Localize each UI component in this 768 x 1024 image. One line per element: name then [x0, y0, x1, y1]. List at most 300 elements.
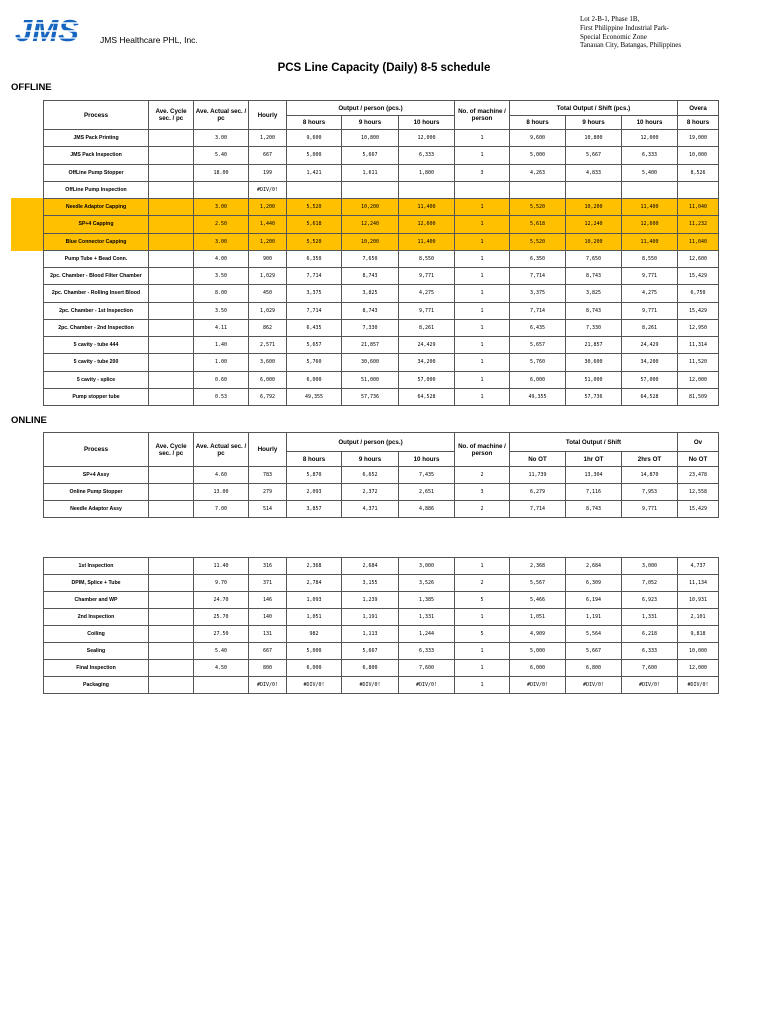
cell-total-10h: 7,600 — [622, 660, 678, 677]
table-row — [44, 388, 719, 405]
cell-machines: 1 — [455, 609, 510, 626]
cell-output-9h: 10,800 — [342, 130, 399, 147]
cell-output-10h: 3,000 — [399, 558, 455, 575]
cell-total-8h: 7,714 — [510, 268, 566, 285]
cell-total-9h: 13,304 — [566, 467, 622, 484]
cell-output-10h: 8,261 — [399, 319, 455, 336]
cell-overall: 10,000 — [678, 643, 719, 660]
cell-machines: 1 — [455, 268, 510, 285]
cell-total-9h: 2,684 — [566, 558, 622, 575]
cell-machines: 1 — [455, 199, 510, 216]
cell-output-8h: 6,000 — [287, 371, 342, 388]
cell-machines: 2 — [455, 501, 510, 518]
col-header-10h: 10 hours — [399, 452, 455, 467]
cell-output-9h: 7,650 — [342, 250, 399, 267]
cell-machines — [455, 181, 510, 198]
cell-machines: 1 — [455, 354, 510, 371]
cell-cycle — [149, 626, 194, 643]
cell-total-10h: 57,000 — [622, 371, 678, 388]
cell-process: Coiling — [44, 626, 149, 643]
cell-cycle — [149, 337, 194, 354]
cell-machines: 3 — [455, 484, 510, 501]
col-header-9h: 9 hours — [342, 452, 399, 467]
cell-process: 2pc. Chamber - 1st Inspection — [44, 302, 149, 319]
cell-total-8h: 9,600 — [510, 130, 566, 147]
col-header-overall: Ov — [678, 433, 719, 452]
col-header-process: Process — [44, 101, 149, 130]
cell-process: Final Inspection — [44, 660, 149, 677]
cell-output-8h: 49,355 — [287, 388, 342, 405]
table-row — [44, 130, 719, 147]
company-address — [580, 15, 681, 50]
col-header-overall: Overa — [678, 101, 719, 116]
cell-cycle — [149, 575, 194, 592]
col-header-output: Output / person (pcs.) — [287, 101, 455, 116]
table-row — [44, 643, 719, 660]
cell-machines: 1 — [455, 643, 510, 660]
cell-total-8h: 2,368 — [510, 558, 566, 575]
cell-overall: 10,931 — [678, 592, 719, 609]
cell-output-10h: 7,435 — [399, 467, 455, 484]
cell-output-10h: 11,400 — [399, 233, 455, 250]
cell-total-8h: 5,520 — [510, 233, 566, 250]
cell-total-10h: 6,333 — [622, 147, 678, 164]
cell-output-9h: 2,684 — [342, 558, 399, 575]
cell-cycle — [149, 319, 194, 336]
cell-hourly: #DIV/0! — [249, 677, 287, 694]
cell-total-9h: 7,116 — [566, 484, 622, 501]
cell-output-8h: 5,618 — [287, 216, 342, 233]
table-row — [44, 233, 719, 250]
cell-hourly: 667 — [249, 643, 287, 660]
cell-output-9h: 6,800 — [342, 660, 399, 677]
cell-machines: 1 — [455, 250, 510, 267]
cell-total-10h: 8,550 — [622, 250, 678, 267]
cell-cycle — [149, 130, 194, 147]
cell-process: Blue Connector Capping — [44, 233, 149, 250]
cell-process: 5 cavity - tube 200 — [44, 354, 149, 371]
col-header-9h: 9 hours — [342, 116, 399, 130]
cell-total-10h: 34,200 — [622, 354, 678, 371]
col-header-actual: Ave. Actual sec. / pc — [194, 101, 249, 130]
cell-output-9h: #DIV/0! — [342, 677, 399, 694]
cell-total-8h: 3,375 — [510, 285, 566, 302]
table-row — [44, 660, 719, 677]
cell-output-9h: 30,600 — [342, 354, 399, 371]
cell-actual: 2.50 — [194, 216, 249, 233]
cell-total-8h: 49,355 — [510, 388, 566, 405]
cell-output-10h: 9,771 — [399, 302, 455, 319]
cell-hourly: 1,029 — [249, 302, 287, 319]
online-section-label: ONLINE — [11, 415, 47, 426]
table-row — [44, 216, 719, 233]
cell-machines: 1 — [455, 371, 510, 388]
cell-output-8h: 5,520 — [287, 233, 342, 250]
cell-total-9h: 10,200 — [566, 199, 622, 216]
cell-hourly: 800 — [249, 660, 287, 677]
cell-total-10h: #DIV/0! — [622, 677, 678, 694]
cell-output-9h: 2,372 — [342, 484, 399, 501]
cell-total-10h: 12,000 — [622, 130, 678, 147]
col-header-process: Process — [44, 433, 149, 467]
cell-actual: 5.40 — [194, 147, 249, 164]
cell-overall: 12,000 — [678, 371, 719, 388]
cell-hourly: 279 — [249, 484, 287, 501]
cell-total-10h: 14,870 — [622, 467, 678, 484]
cell-overall: 12,950 — [678, 319, 719, 336]
cell-total-9h — [566, 181, 622, 198]
cell-total-10h: 12,600 — [622, 216, 678, 233]
cell-output-10h: 1,800 — [399, 164, 455, 181]
cell-process: Pump stopper tube — [44, 388, 149, 405]
cell-output-8h: 3,857 — [287, 501, 342, 518]
cell-output-8h: 1,051 — [287, 609, 342, 626]
cell-total-9h: 6,194 — [566, 592, 622, 609]
cell-actual: 4.60 — [194, 467, 249, 484]
cell-cycle — [149, 609, 194, 626]
offline-section-label: OFFLINE — [11, 82, 52, 93]
cell-hourly: 1,200 — [249, 233, 287, 250]
col-header-cycle: Ave. Cycle sec. / pc — [149, 101, 194, 130]
table-row — [44, 626, 719, 643]
cell-output-8h: 6,000 — [287, 660, 342, 677]
cell-actual: 13.00 — [194, 484, 249, 501]
cell-machines: 1 — [455, 233, 510, 250]
cell-process: 1st Inspection — [44, 558, 149, 575]
cell-output-9h: 10,200 — [342, 199, 399, 216]
cell-output-10h: 1,244 — [399, 626, 455, 643]
cell-total-9h: 7,330 — [566, 319, 622, 336]
cell-process: Chamber and WP — [44, 592, 149, 609]
table-row — [44, 250, 719, 267]
cell-overall — [678, 181, 719, 198]
cell-output-8h: 9,600 — [287, 130, 342, 147]
col-header-no-ot: No OT — [510, 452, 566, 467]
cell-total-10h: 11,400 — [622, 199, 678, 216]
cell-total-8h: 6,350 — [510, 250, 566, 267]
cell-process: JMS Pack Printing — [44, 130, 149, 147]
table-row — [44, 354, 719, 371]
cell-total-8h: 5,618 — [510, 216, 566, 233]
cell-machines: 1 — [455, 147, 510, 164]
cell-cycle — [149, 388, 194, 405]
cell-hourly: 450 — [249, 285, 287, 302]
cell-total-9h: 12,240 — [566, 216, 622, 233]
cell-total-10h: 3,000 — [622, 558, 678, 575]
cell-overall: 11,040 — [678, 199, 719, 216]
cell-hourly: 199 — [249, 164, 287, 181]
cell-output-9h: 51,000 — [342, 371, 399, 388]
cell-output-10h: 1,331 — [399, 609, 455, 626]
col-header-total: Total Output / Shift (pcs.) — [510, 101, 678, 116]
cell-overall: 11,314 — [678, 337, 719, 354]
cell-hourly: 1,200 — [249, 130, 287, 147]
cell-hourly: 140 — [249, 609, 287, 626]
cell-cycle — [149, 643, 194, 660]
cell-hourly: 131 — [249, 626, 287, 643]
cell-machines: 2 — [455, 467, 510, 484]
cell-overall: 81,509 — [678, 388, 719, 405]
cell-total-10h: 1,331 — [622, 609, 678, 626]
col-header-overall-no-ot: No OT — [678, 452, 719, 467]
cell-overall: 12,000 — [678, 660, 719, 677]
cell-output-9h: 5,667 — [342, 147, 399, 164]
cell-actual: 3.50 — [194, 268, 249, 285]
cell-process: 2pc. Chamber - Rolling Insert Blood — [44, 285, 149, 302]
cell-overall: 15,429 — [678, 501, 719, 518]
cell-total-10h: 7,052 — [622, 575, 678, 592]
cell-process: OffLine Pump Stopper — [44, 164, 149, 181]
cell-output-10h: 1,385 — [399, 592, 455, 609]
cell-actual: 4.50 — [194, 660, 249, 677]
cell-machines: 5 — [455, 592, 510, 609]
cell-machines: 1 — [455, 302, 510, 319]
cell-total-8h: 11,739 — [510, 467, 566, 484]
cell-output-9h: 57,736 — [342, 388, 399, 405]
table-row — [44, 592, 719, 609]
col-header-total: Total Output / Shift — [510, 433, 678, 452]
cell-total-9h: 6,309 — [566, 575, 622, 592]
cell-output-9h: 8,743 — [342, 268, 399, 285]
cell-overall: 15,429 — [678, 302, 719, 319]
cell-machines: 1 — [455, 660, 510, 677]
cell-total-10h: 5,400 — [622, 164, 678, 181]
cell-output-10h: 3,526 — [399, 575, 455, 592]
cell-machines: 1 — [455, 319, 510, 336]
cell-output-9h: 8,743 — [342, 302, 399, 319]
cell-output-9h: 1,239 — [342, 592, 399, 609]
page-title: PCS Line Capacity (Daily) 8-5 schedule — [277, 62, 491, 74]
table-row — [44, 285, 719, 302]
cell-actual: 18.00 — [194, 164, 249, 181]
cell-total-10h: 7,953 — [622, 484, 678, 501]
cell-cycle — [149, 677, 194, 694]
cell-output-10h: 57,000 — [399, 371, 455, 388]
cell-process: DPIM, Splice + Tube — [44, 575, 149, 592]
cell-cycle — [149, 181, 194, 198]
online-table — [43, 432, 719, 518]
cell-hourly: 1,440 — [249, 216, 287, 233]
cell-overall: 15,429 — [678, 268, 719, 285]
cell-total-10h: 6,923 — [622, 592, 678, 609]
table-row — [44, 181, 719, 198]
cell-total-8h: 5,000 — [510, 643, 566, 660]
cell-actual: 1.00 — [194, 354, 249, 371]
cell-total-9h: 5,667 — [566, 147, 622, 164]
cell-output-10h: 12,600 — [399, 216, 455, 233]
cell-output-8h: 3,375 — [287, 285, 342, 302]
cell-actual: 7.00 — [194, 501, 249, 518]
cell-hourly: 316 — [249, 558, 287, 575]
cell-machines: 1 — [455, 216, 510, 233]
cell-overall: 23,478 — [678, 467, 719, 484]
cell-overall: 11,040 — [678, 233, 719, 250]
cell-total-10h: 8,261 — [622, 319, 678, 336]
cell-overall: 12,600 — [678, 250, 719, 267]
cell-output-9h: 21,857 — [342, 337, 399, 354]
highlight-marker — [11, 198, 43, 251]
cell-total-9h: 1,191 — [566, 609, 622, 626]
cell-total-9h: 3,825 — [566, 285, 622, 302]
cell-cycle — [149, 233, 194, 250]
cell-overall: 10,000 — [678, 147, 719, 164]
cell-output-9h: 6,652 — [342, 467, 399, 484]
cell-hourly: 1,029 — [249, 268, 287, 285]
cell-cycle — [149, 660, 194, 677]
cell-output-8h: 7,714 — [287, 268, 342, 285]
cell-total-9h: 10,800 — [566, 130, 622, 147]
cell-output-8h: #DIV/0! — [287, 677, 342, 694]
cell-cycle — [149, 164, 194, 181]
cell-output-10h: 34,200 — [399, 354, 455, 371]
cell-total-8h: 6,000 — [510, 660, 566, 677]
cell-output-9h: 1,113 — [342, 626, 399, 643]
cell-machines: 2 — [455, 575, 510, 592]
cell-cycle — [149, 467, 194, 484]
cell-output-10h: 6,333 — [399, 643, 455, 660]
cell-output-8h: 1,421 — [287, 164, 342, 181]
cell-process: SP+4 Assy — [44, 467, 149, 484]
cell-actual: 4.11 — [194, 319, 249, 336]
table-row — [44, 337, 719, 354]
cell-total-8h: 5,520 — [510, 199, 566, 216]
cell-overall: 19,000 — [678, 130, 719, 147]
col-header-8h: 8 hours — [287, 452, 342, 467]
cell-output-10h — [399, 181, 455, 198]
cell-hourly: 371 — [249, 575, 287, 592]
offline-table — [43, 100, 719, 406]
svg-text:JMS: JMS — [15, 14, 79, 46]
cell-output-8h: 2,093 — [287, 484, 342, 501]
cell-total-8h: 4,263 — [510, 164, 566, 181]
table-row — [44, 371, 719, 388]
cell-total-10h: 64,528 — [622, 388, 678, 405]
table-row — [44, 199, 719, 216]
cell-output-8h: 7,714 — [287, 302, 342, 319]
cell-actual: 24.70 — [194, 592, 249, 609]
cell-actual: 9.70 — [194, 575, 249, 592]
cell-actual: 0.60 — [194, 371, 249, 388]
cell-output-9h: 3,155 — [342, 575, 399, 592]
cell-output-8h: 5,657 — [287, 337, 342, 354]
cell-machines: 1 — [455, 130, 510, 147]
cell-total-9h: 5,667 — [566, 643, 622, 660]
cell-output-9h: 1,191 — [342, 609, 399, 626]
cell-process: Online Pump Stopper — [44, 484, 149, 501]
table-row — [44, 147, 719, 164]
col-header-cycle: Ave. Cycle sec. / pc — [149, 433, 194, 467]
col-header-2hrs-ot: 2hrs OT — [622, 452, 678, 467]
cell-total-8h: 5,466 — [510, 592, 566, 609]
cell-cycle — [149, 285, 194, 302]
cell-output-9h: 5,667 — [342, 643, 399, 660]
cell-hourly: 1,200 — [249, 199, 287, 216]
cell-overall: 4,737 — [678, 558, 719, 575]
cell-hourly: 667 — [249, 147, 287, 164]
cell-machines: 1 — [455, 677, 510, 694]
cell-output-8h — [287, 181, 342, 198]
col-header-machines: No. of machine / person — [455, 433, 510, 467]
cell-output-8h: 2,784 — [287, 575, 342, 592]
table-row — [44, 319, 719, 336]
cell-actual — [194, 677, 249, 694]
cell-total-9h: 7,650 — [566, 250, 622, 267]
cell-total-8h: 6,279 — [510, 484, 566, 501]
cell-cycle — [149, 484, 194, 501]
cell-total-9h: 8,743 — [566, 501, 622, 518]
cell-actual: 4.00 — [194, 250, 249, 267]
cell-hourly: 2,571 — [249, 337, 287, 354]
cell-output-9h: 3,825 — [342, 285, 399, 302]
cell-output-10h: 11,400 — [399, 199, 455, 216]
col-header-total-10h: 10 hours — [622, 116, 678, 130]
cell-machines: 1 — [455, 285, 510, 302]
cell-output-10h: 7,600 — [399, 660, 455, 677]
cell-cycle — [149, 302, 194, 319]
cell-actual: 8.00 — [194, 285, 249, 302]
table-row — [44, 484, 719, 501]
cell-process: SP+4 Capping — [44, 216, 149, 233]
cell-cycle — [149, 558, 194, 575]
col-header-machines: No. of machine / person — [455, 101, 510, 130]
cell-output-10h: 9,771 — [399, 268, 455, 285]
cell-output-9h: 10,200 — [342, 233, 399, 250]
cell-output-10h: 4,275 — [399, 285, 455, 302]
col-header-1hr-ot: 1hr OT — [566, 452, 622, 467]
cell-process: JMS Pack Inspection — [44, 147, 149, 164]
cell-overall: 8,526 — [678, 164, 719, 181]
col-header-10h: 10 hours — [399, 116, 455, 130]
cell-total-8h: 4,909 — [510, 626, 566, 643]
cell-total-10h: 4,275 — [622, 285, 678, 302]
cell-process: Packaging — [44, 677, 149, 694]
cell-hourly: 514 — [249, 501, 287, 518]
cell-total-8h: 5,760 — [510, 354, 566, 371]
address-line: Tanauan City, Batangas, Philippines — [580, 41, 682, 50]
cell-overall: 11,134 — [678, 575, 719, 592]
cell-overall: 11,232 — [678, 216, 719, 233]
company-name: JMS Healthcare PHL, Inc. — [100, 35, 198, 45]
cell-actual: 0.53 — [194, 388, 249, 405]
cell-total-9h: 51,000 — [566, 371, 622, 388]
cell-total-9h: #DIV/0! — [566, 677, 622, 694]
cell-output-9h: 4,371 — [342, 501, 399, 518]
col-header-8h: 8 hours — [287, 116, 342, 130]
cell-machines: 1 — [455, 388, 510, 405]
address-line: First Philippine Industrial Park- — [580, 23, 669, 32]
col-header-output: Output / person (pcs.) — [287, 433, 455, 452]
cell-actual: 3.50 — [194, 302, 249, 319]
cell-total-9h: 30,600 — [566, 354, 622, 371]
cell-output-10h: #DIV/0! — [399, 677, 455, 694]
cell-output-10h: 8,550 — [399, 250, 455, 267]
cell-output-10h: 12,000 — [399, 130, 455, 147]
cell-output-9h: 12,240 — [342, 216, 399, 233]
cell-total-10h — [622, 181, 678, 198]
cell-machines: 1 — [455, 558, 510, 575]
cell-total-8h — [510, 181, 566, 198]
jms-logo — [14, 14, 98, 46]
cell-hourly: 783 — [249, 467, 287, 484]
cell-total-8h: #DIV/0! — [510, 677, 566, 694]
col-header-actual: Ave. Actual sec. / pc — [194, 433, 249, 467]
cell-process: Needle Adaptor Assy — [44, 501, 149, 518]
table-row — [44, 268, 719, 285]
online-table-continued — [43, 557, 719, 694]
cell-actual: 1.40 — [194, 337, 249, 354]
cell-output-8h: 5,520 — [287, 199, 342, 216]
cell-total-9h: 4,833 — [566, 164, 622, 181]
